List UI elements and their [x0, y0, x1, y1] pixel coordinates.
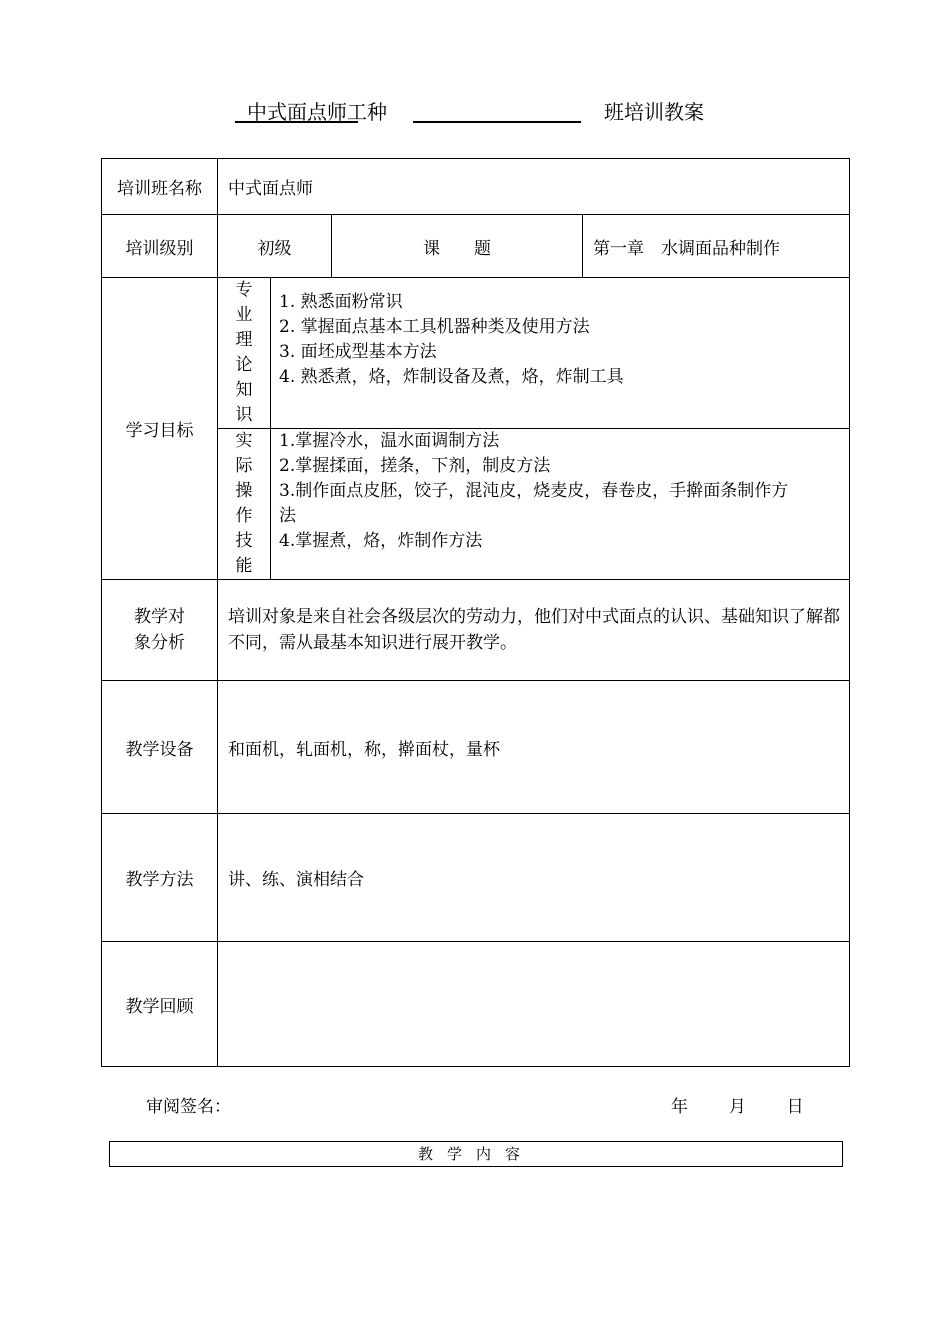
row-class-name: [102, 159, 850, 215]
lesson-plan-table: [101, 158, 850, 1067]
equipment-value: 和面机，轧面机，称，擀面杖，量杯: [218, 681, 850, 814]
theory-label: 专 业 理 论 知 识: [218, 278, 271, 429]
class-name-label: 培训班名称: [102, 159, 218, 215]
audience-label: 教学对 象分析: [102, 580, 218, 681]
title-trade: 中式面点师工种: [247, 100, 387, 124]
list-item: 3.制作面点皮胚，饺子，混沌皮，烧麦皮，春卷皮，手擀面条制作方: [279, 481, 789, 501]
method-value: 讲、练、演相结合: [218, 814, 850, 942]
title-suffix: 班培训教案: [604, 100, 704, 124]
date-fields: [671, 1092, 804, 1117]
row-goals-theory: [102, 278, 850, 429]
equipment-label: 教学设备: [102, 681, 218, 814]
row-method: [102, 814, 850, 942]
row-review: [102, 942, 850, 1067]
topic-value: 第一章 水调面品种制作: [583, 215, 850, 278]
list-item: 4. 熟悉煮，烙，炸制设备及煮，烙，炸制工具: [279, 367, 624, 387]
audience-value: 培训对象是来自社会各级层次的劳动力，他们对中式面点的认识、基础知识了解都不同，需从最基本知识进行展开教学。: [218, 580, 850, 681]
row-level: [102, 215, 850, 278]
goals-label: 学习目标: [102, 278, 218, 580]
title-underline-1: [235, 121, 358, 123]
review-signature-label: 审阅签名：: [146, 1097, 231, 1117]
day-label: 日: [786, 1097, 804, 1117]
year-label: 年: [671, 1097, 688, 1117]
teaching-content-header: 教学内容: [109, 1141, 843, 1167]
level-label: 培训级别: [102, 215, 218, 278]
row-equipment: [102, 681, 850, 814]
method-label: 教学方法: [102, 814, 218, 942]
class-name-value: 中式面点师: [218, 159, 850, 215]
title-blank-underline: [413, 121, 581, 123]
review-label: 教学回顾: [102, 942, 218, 1067]
list-item: 3. 面坯成型基本方法: [279, 342, 437, 362]
list-item: 4.掌握煮，烙，炸制作方法: [279, 531, 483, 551]
list-item: 2. 掌握面点基本工具机器种类及使用方法: [279, 317, 590, 337]
skill-label: 实 际 操 作 技 能: [218, 429, 271, 580]
topic-label: 课 题: [332, 215, 583, 278]
list-item: 2.掌握揉面，搓条，下剂，制皮方法: [279, 456, 551, 476]
document-title: [0, 92, 950, 126]
level-value: 初级: [218, 215, 332, 278]
skill-items: [271, 429, 850, 580]
review-value: [218, 942, 850, 1067]
month-label: 月: [728, 1097, 746, 1117]
theory-items: [271, 278, 850, 429]
row-audience: [102, 580, 850, 681]
list-item: 1.掌握冷水，温水面调制方法: [279, 431, 500, 451]
list-item: 法: [279, 506, 296, 526]
list-item: 1. 熟悉面粉常识: [279, 292, 403, 312]
